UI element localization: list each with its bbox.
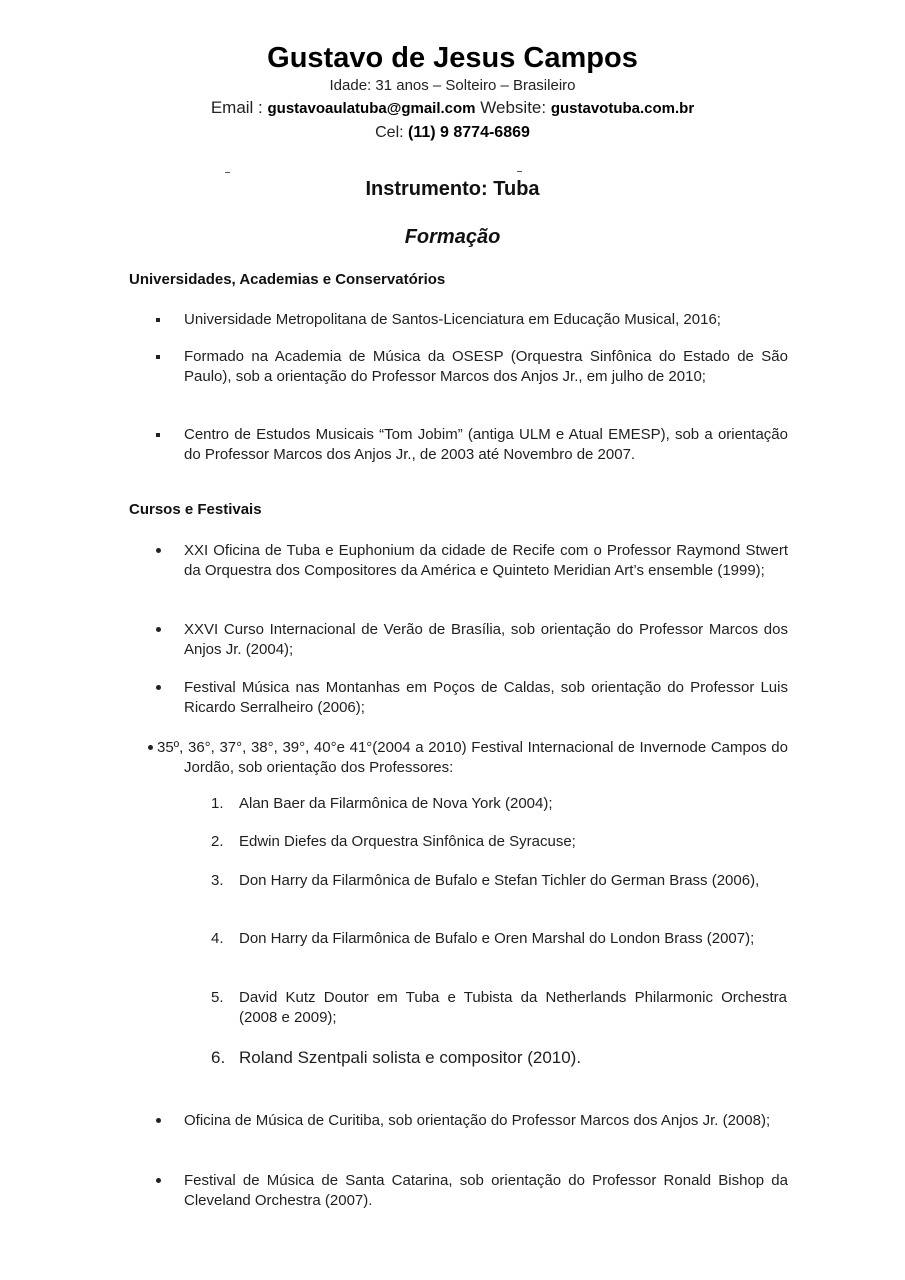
round-bullet-icon — [148, 745, 153, 750]
resume-name: Gustavo de Jesus Campos — [267, 42, 638, 74]
list-item: 35º, 36°, 37°, 38°, 39°, 40°e 41°(2004 a 2010) Festival Internacional de Invernode Campos do Jordão, sob orientação dos Professores: — [184, 738, 788, 778]
website-label: Website: — [480, 98, 547, 117]
artifact-mark — [517, 171, 522, 172]
list-item: Festival Música nas Montanhas em Poços de Caldas, sob orientação do Professor Luis Ricardo Serralheiro (2006); — [184, 678, 788, 718]
round-bullet-icon — [156, 685, 161, 690]
cel-number: (11) 9 8774-6869 — [408, 124, 530, 141]
subsection-universidades: Universidades, Academias e Conservatórios — [129, 271, 446, 288]
artifact-mark — [225, 172, 230, 173]
list-item: Formado na Academia de Música da OSESP (Orquestra Sinfônica do Estado de São Paulo), sob a orientação do Professor Marcos dos Anjos Jr., em julho de 2010; — [184, 347, 788, 387]
square-bullet-icon — [156, 433, 160, 437]
professor-item: 6. Roland Szentpali solista e compositor (2010). — [211, 1048, 582, 1067]
personal-info: Idade: 31 anos – Solteiro – Brasileiro — [329, 77, 576, 94]
email-link[interactable]: gustavoaulatuba@gmail.com — [267, 100, 476, 117]
list-item: Festival de Música de Santa Catarina, sob orientação do Professor Ronald Bishop da Cleveland Orchestra (2007). — [184, 1171, 788, 1211]
list-item: XXVI Curso Internacional de Verão de Brasília, sob orientação do Professor Marcos dos Anjos Jr. (2004); — [184, 620, 788, 660]
round-bullet-icon — [156, 548, 161, 553]
professor-item: 2. Edwin Diefes da Orquestra Sinfônica de Syracuse; — [211, 833, 576, 850]
contact-line — [0, 98, 905, 118]
list-item: Universidade Metropolitana de Santos-Licenciatura em Educação Musical, 2016; — [184, 310, 788, 330]
instrument-heading: Instrumento: Tuba — [365, 178, 540, 200]
phone-line — [0, 124, 905, 142]
professor-item: 4. Don Harry da Filarmônica de Bufalo e Oren Marshal do London Brass (2007); — [211, 930, 755, 947]
list-item: Centro de Estudos Musicais “Tom Jobim” (antiga ULM e Atual EMESP), sob a orientação do Professor Marcos dos Anjos Jr., de 2003 até Novembro de 2007. — [184, 425, 788, 465]
website-link[interactable]: gustavotuba.com.br — [550, 100, 695, 117]
professor-item: 5. David Kutz Doutor em Tuba e Tubista da Netherlands Philarmonic Orchestra (2008 e 2009); — [211, 989, 787, 1026]
square-bullet-icon — [156, 318, 160, 322]
cel-label: Cel: — [375, 124, 404, 141]
list-item: Oficina de Música de Curitiba, sob orientação do Professor Marcos dos Anjos Jr. (2008); — [184, 1111, 788, 1131]
professor-item: 1. Alan Baer da Filarmônica de Nova York (2004); — [211, 795, 553, 812]
square-bullet-icon — [156, 355, 160, 359]
email-label: Email : — [210, 98, 263, 117]
round-bullet-icon — [156, 627, 161, 632]
list-item: XXI Oficina de Tuba e Euphonium da cidade de Recife com o Professor Raymond Stwert da Orquestra dos Compositores da América e Quinteto Meridian Art’s ensemble (1999); — [184, 541, 788, 581]
round-bullet-icon — [156, 1178, 161, 1183]
section-title-formacao: Formação — [404, 226, 501, 248]
subsection-cursos: Cursos e Festivais — [129, 501, 262, 518]
professor-item: 3. Don Harry da Filarmônica de Bufalo e Stefan Tichler do German Brass (2006), — [211, 872, 760, 889]
round-bullet-icon — [156, 1118, 161, 1123]
